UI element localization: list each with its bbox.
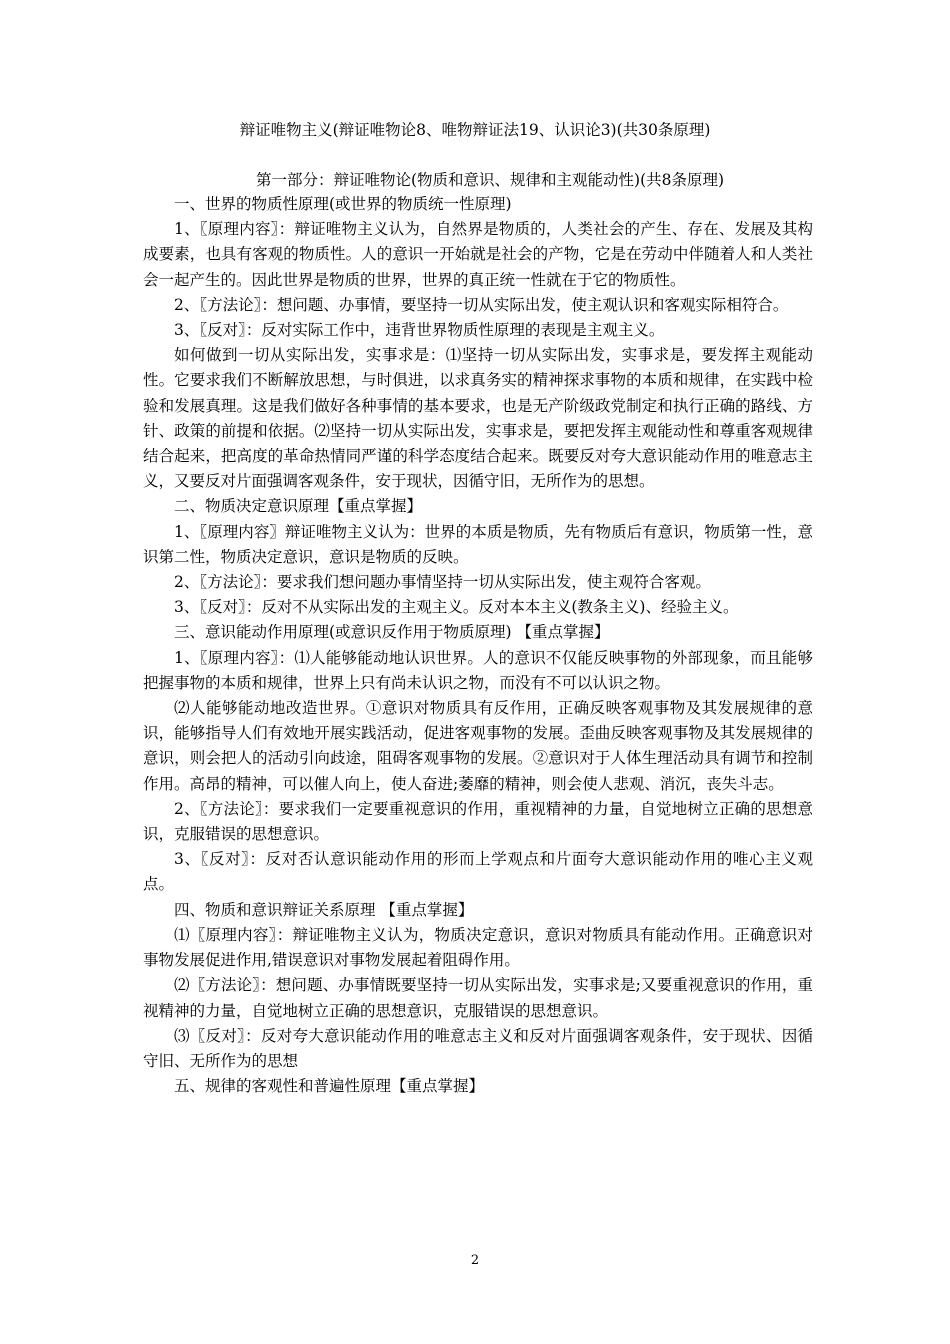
section-heading: 四、物质和意识辩证关系原理 【重点掌握】: [174, 900, 474, 919]
paragraph: ⑵人能够能动地改造世界。①意识对物质具有反作用，正确反映客观事物及其发展规律的意识，能够指导人们有效地开展实践活动，促进客观事物的发展。歪曲反映客观事物及其发展规律的意识，则会把人的活动引向歧途，阻碍客观事物的发展。②意识对于人体生理活动具有调节和控制作用。高昂的精神，可以催人向上，使人奋进;萎靡的精神，则会使人悲观、消沉，丧失斗志。: [143, 699, 813, 793]
paragraph: ⑴〖原理内容〗：辩证唯物主义认为，物质决定意识，意识对物质具有能动作用。正确意识对事物发展促进作用,错误意识对事物发展起着阻碍作用。: [143, 925, 813, 970]
document-title: 辩证唯物主义(辩证唯物论8、唯物辩证法19、认识论3)(共30条原理): [239, 121, 711, 139]
section-heading: 二、物质决定意识原理【重点掌握】: [174, 497, 423, 516]
paragraph: 3、〖反对〗：反对不从实际出发的主观主义。反对本本主义(教条主义)、经验主义。: [174, 598, 739, 617]
paragraph: 1、〖原理内容〗：辩证唯物主义认为，自然界是物质的，人类社会的产生、存在、发展及其构成要素，也具有客观的物质性。人的意识一开始就是社会的产物，它是在劳动中伴随着人和人类社会一起产生的。因此世界是物质的世界，世界的真正统一性就在于它的物质性。: [143, 220, 813, 289]
section-heading: 五、规律的客观性和普遍性原理【重点掌握】: [174, 1077, 485, 1096]
paragraph: 3、〖反对〗：反对实际工作中，违背世界物质性原理的表现是主观主义。: [174, 321, 665, 340]
section-heading: 三、意识能动作用原理(或意识反作用于物质原理) 【重点掌握】: [174, 623, 610, 642]
paragraph: ⑵〖方法论〗：想问题、办事情既要坚持一切从实际出发，实事求是;又要重视意识的作用，重视精神的力量，自觉地树立正确的思想意识，克服错误的思想意识。: [143, 976, 813, 1020]
paragraph: 1、〖原理内容〗辩证唯物主义认为：世界的本质是物质，先有物质后有意识，物质第一性，意识第二性，物质决定意识，意识是物质的反映。: [143, 522, 813, 566]
paragraph: 3、〖反对〗：反对否认意识能动作用的形而上学观点和片面夸大意识能动作用的唯心主义观点。: [143, 850, 813, 894]
section-heading: 一、世界的物质性原理(或世界的物质统一性原理): [174, 195, 512, 213]
page-number: 2: [470, 1253, 480, 1268]
paragraph: 如何做到一切从实际出发，实事求是：⑴坚持一切从实际出发，实事求是，要发挥主观能动性。它要求我们不断解放思想，与时俱进，以求真务实的精神探求事物的本质和规律，在实践中检验和发展真理。这是我们做好各种事情的基本要求，也是无产阶级政党制定和执行正确的路线、方针、政策的前提和依据。⑵坚持一切从实际出发，实事求是，要把发挥主观能动性和尊重客观规律结合起来，把高度的革命热情同严谨的科学态度结合起来。既要反对夸大意识能动作用的唯意志主义，又要反对片面强调客观条件，安于现状，因循守旧，无所作为的思想。: [143, 346, 813, 491]
paragraph: 1、〖原理内容〗：⑴人能够能动地认识世界。人的意识不仅能反映事物的外部现象，而且能够把握事物的本质和规律，世界上只有尚未认识之物，而没有不可以认识之物。: [143, 648, 813, 692]
paragraph: 2、〖方法论〗：要求我们一定要重视意识的作用，重视精神的力量，自觉地树立正确的思想意识，克服错误的思想意识。: [143, 799, 813, 844]
paragraph: 2、〖方法论〗：要求我们想问题办事情坚持一切从实际出发，使主观符合客观。: [174, 573, 711, 592]
document-body: [143, 192, 813, 1099]
paragraph: ⑶〖反对〗：反对夸大意识能动作用的唯意志主义和反对片面强调客观条件，安于现状、因循守旧、无所作为的思想: [143, 1026, 813, 1070]
paragraph: 2、〖方法论〗：想问题、办事情，要坚持一切从实际出发，使主观认识和客观实际相符合。: [174, 295, 789, 314]
part-heading: 第一部分：辩证唯物论(物质和意识、规律和主观能动性)(共8条原理): [255, 171, 725, 189]
